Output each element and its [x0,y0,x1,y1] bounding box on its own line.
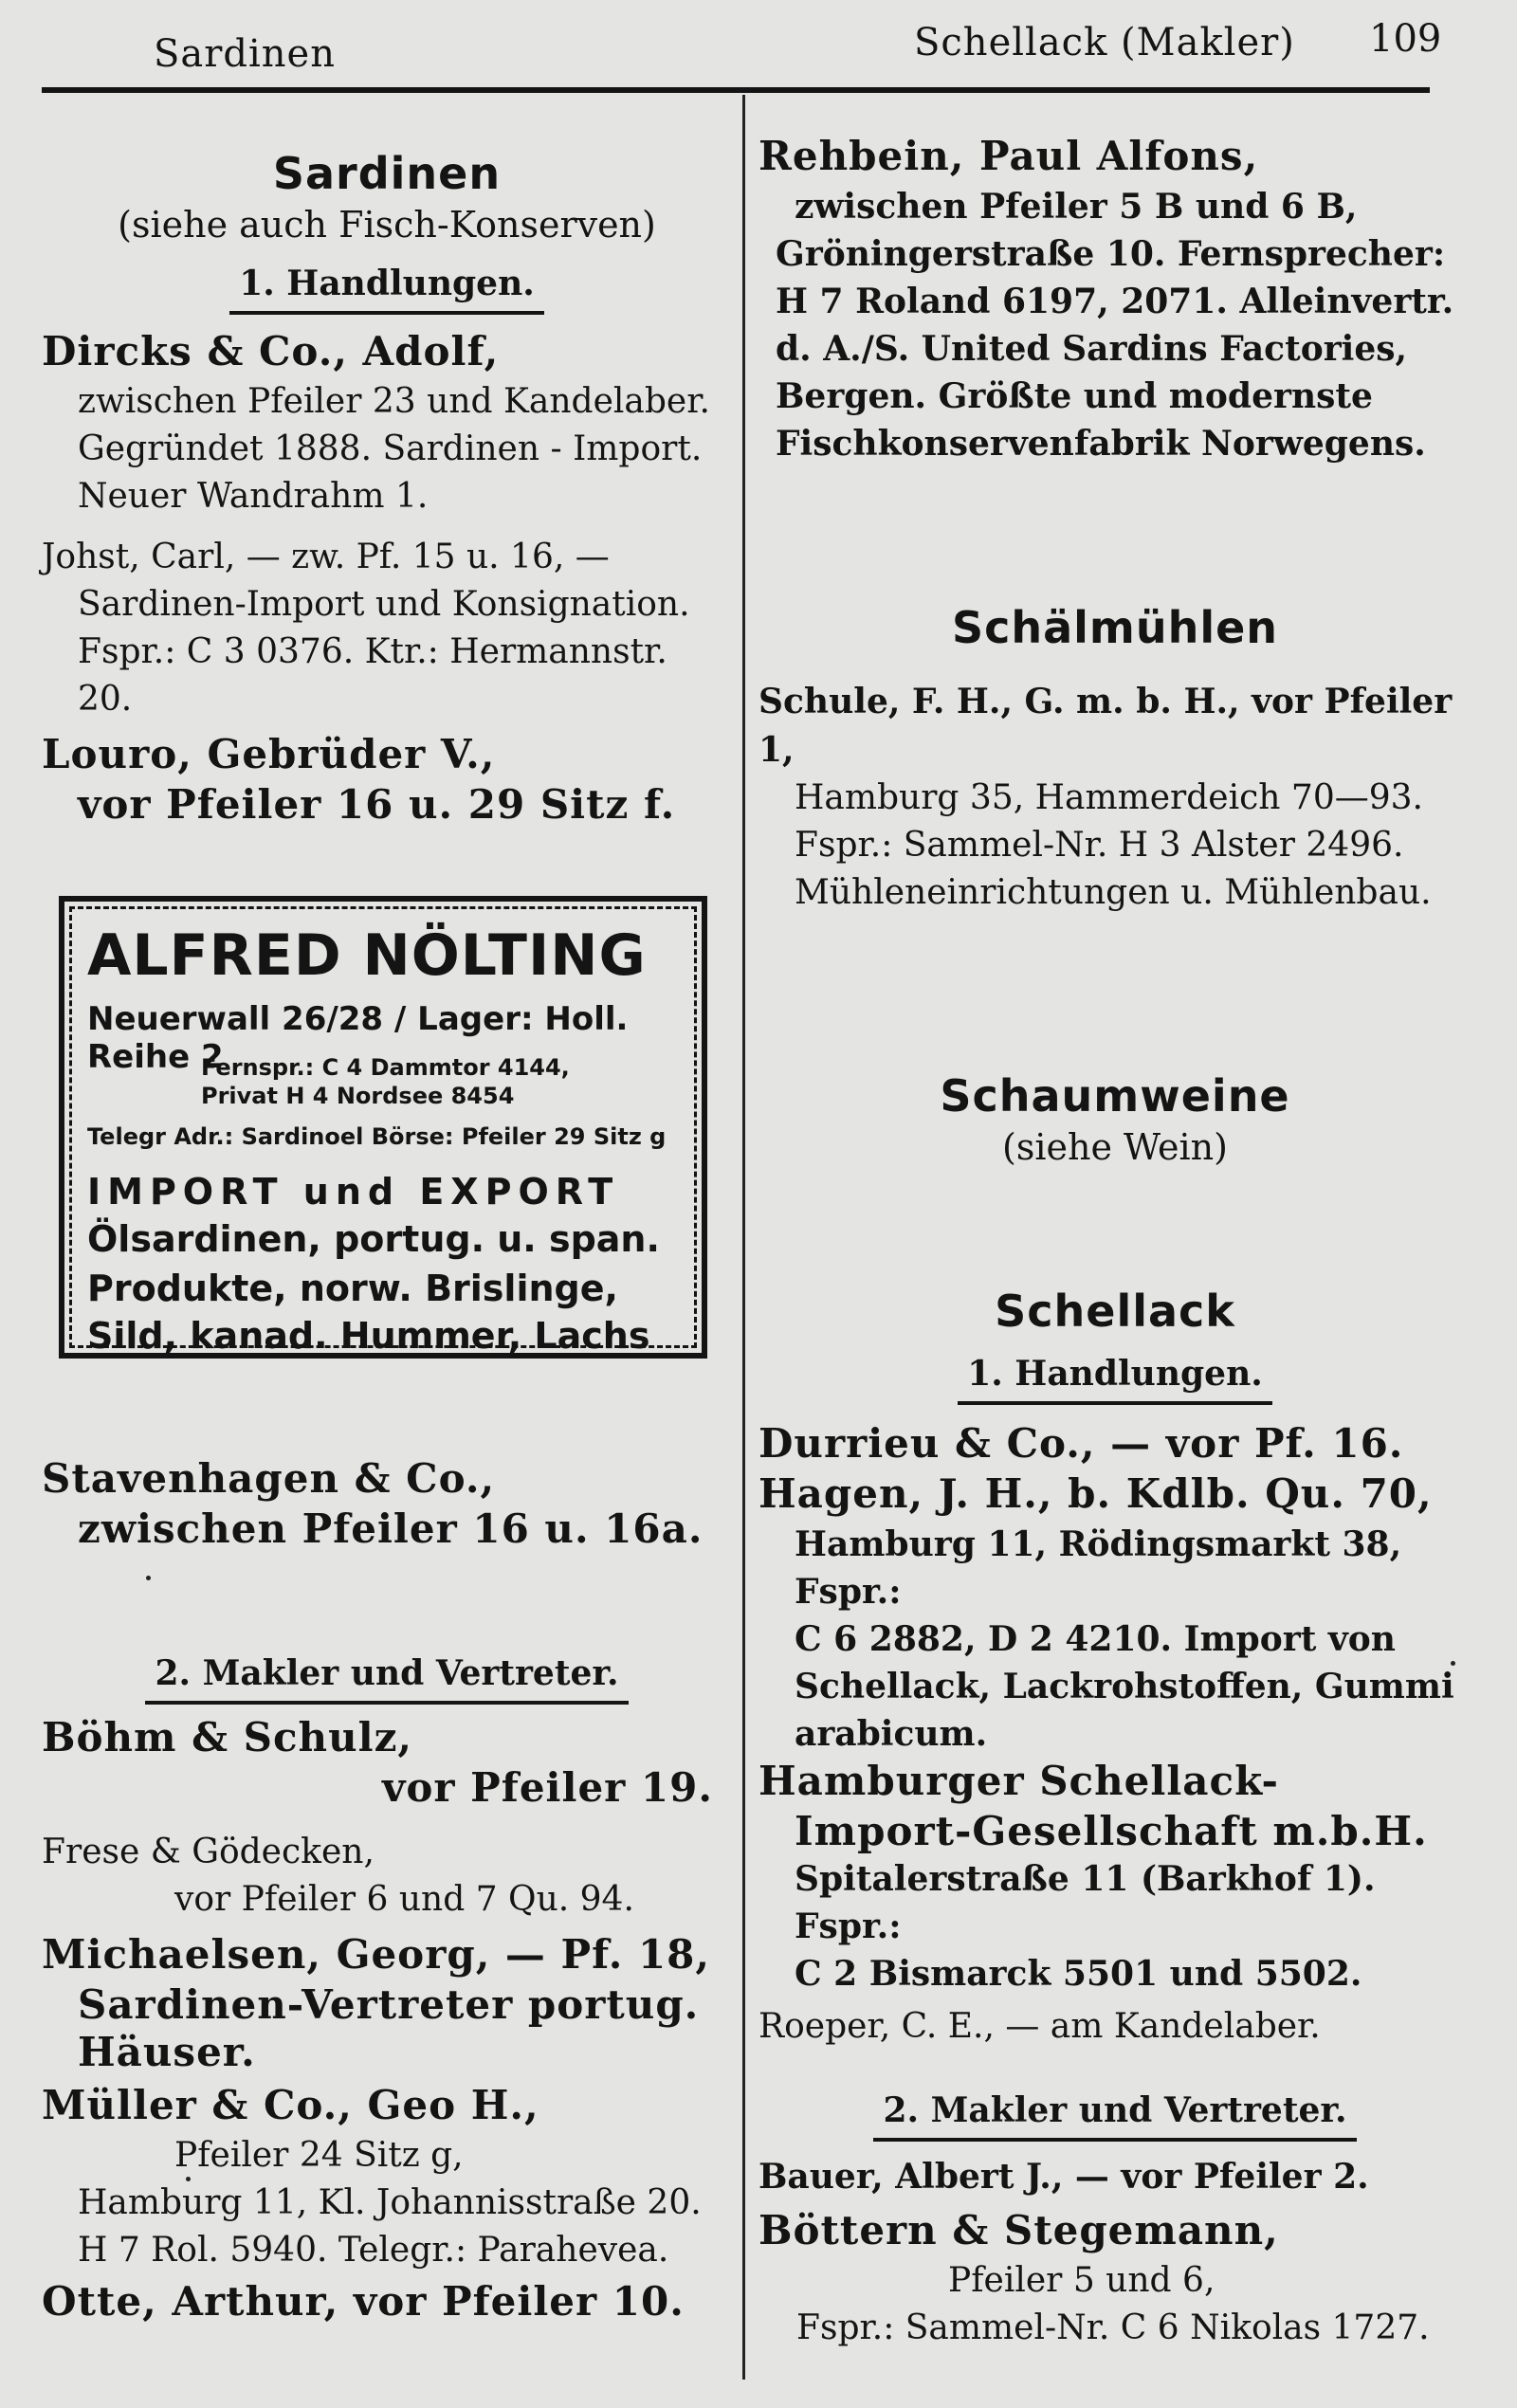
entry-name: Roeper, C. E., — am Kandelaber. [758,2007,1321,2046]
entry-name: Hamburger Schellack- [758,1758,1279,1804]
entry-line: Pfeiler 24 Sitz g, [174,2136,464,2175]
entry-stavenhagen [42,1455,732,1553]
entry-line: vor Pfeiler 19. [382,1764,713,1811]
entry-line: Spitalerstraße 11 (Barkhof 1). Fspr.: [795,1859,1376,1946]
ad-products-line: Ölsardinen, portug. u. span. [87,1218,660,1260]
entry-line: zwischen Pfeiler 16 u. 16a. [78,1505,704,1552]
entry-line: C 2 Bismarck 5501 und 5502. [795,1954,1362,1994]
entry-line: Häuser. [78,2029,256,2075]
entry-line: Hamburg 11, Rödingsmarkt 38, Fspr.: [795,1524,1402,1612]
entry-line: Hamburg 11, Kl. Johannisstraße 20. [78,2183,702,2222]
entry-line: Mühleneinrichtungen u. Mühlenbau. [795,873,1432,912]
right-column-lower [758,1284,1471,2352]
heading-schaelmuehlen: Schälmühlen [951,602,1279,653]
ad-company-name: ALFRED NÖLTING [87,922,647,989]
entry-name: Böhm & Schulz, [42,1714,413,1760]
ad-address: Neuerwall 26/28 / Lager: Holl. Reihe 2 [87,1000,629,1076]
section-makler: 2. Makler und Vertreter. [758,2089,1471,2142]
entry-name: Böttern & Stegemann, [758,2207,1279,2253]
entry-name: Schule, F. H., G. m. b. H., vor Pfeiler 1, [758,682,1453,770]
entry-frese [42,1829,732,1924]
entry-durrieu [758,1420,1471,1470]
entry-name: Otte, Arthur, vor Pfeiler 10. [42,2278,685,2325]
entry-name: Frese & Gödecken, [42,1833,375,1871]
entry-rehbein [758,133,1471,467]
entry-line: Fspr.: Sammel-Nr. H 3 Alster 2496. [795,826,1404,865]
ad-tel-line: Fernspr.: C 4 Dammtor 4144, [201,1054,570,1081]
entry-line: Gröningerstraße 10. Fernsprecher: [776,234,1446,274]
entry-line: H 7 Roland 6197, 2071. Alleinvertr. [776,282,1454,321]
entry-mueller [42,2082,732,2274]
entry-name: Stavenhagen & Co., [42,1455,496,1502]
entry-line: Neuer Wandrahm 1. [78,477,429,516]
entry-line: Import-Gesellschaft m.b.H. [795,1808,1428,1854]
running-header [42,17,1442,83]
column-divider [742,95,745,2380]
entry-name: Louro, Gebrüder V., [42,731,496,777]
entry-line: d. A./S. United Sardins Factories, [776,329,1408,369]
entry-line: zwischen Pfeiler 5 B und 6 B, [795,187,1358,227]
entry-line: Sardinen-Import und Konsignation. [78,585,690,624]
left-column-lower [42,1455,732,2328]
entry-line: H 7 Rol. 5940. Telegr.: Parahevea. [78,2231,669,2270]
entry-otte [42,2278,732,2328]
entry-johst [42,534,732,723]
entry-name: Johst, Carl, — zw. Pf. 15 u. 16, — [42,538,610,576]
entry-bauer [758,2153,1471,2201]
entry-roeper [758,2003,1471,2051]
heading-sardinen: Sardinen [272,148,502,199]
heading-schellack: Schellack [995,1286,1235,1337]
left-column [42,95,732,1357]
print-speck [146,1576,151,1580]
entry-line: Fspr.: C 3 0376. Ktr.: Hermannstr. 20. [78,632,667,719]
entry-line: Gegründet 1888. Sardinen - Import. [78,429,703,468]
entry-line: arabicum. [795,1714,988,1754]
ad-telephone [201,1053,570,1110]
entry-boettern [758,2207,1471,2352]
section-handlungen: 1. Handlungen. [42,262,732,315]
ad-import-export: IMPORT und EXPORT [87,1171,620,1213]
entry-name: Bauer, Albert J., — vor Pfeiler 2. [758,2157,1369,2197]
ad-tel-line: Privat H 4 Nordsee 8454 [201,1083,515,1109]
entry-line: Bergen. Größte und modernste [776,376,1373,416]
header-left: Sardinen [154,32,336,76]
advertisement-noelting [59,896,707,1359]
entry-name: Müller & Co., Geo H., [42,2082,539,2128]
entry-dircks [42,328,732,520]
print-speck [186,2177,191,2181]
entry-line: Schellack, Lackrohstoffen, Gummi [795,1667,1454,1706]
heading-schaumweine: Schaumweine [940,1070,1290,1122]
header-rule [42,87,1430,93]
entry-name: Durrieu & Co., — vor Pf. 16. [758,1420,1404,1467]
entry-line: Pfeiler 5 und 6, [948,2261,1215,2300]
entry-line: C 6 2882, D 2 4210. Import von [795,1619,1396,1659]
entry-boehm [42,1714,732,1812]
entry-michaelsen [42,1931,732,2076]
ad-products-line: Sild, kanad. Hummer, Lachs [87,1315,650,1357]
right-column [758,133,1471,1323]
subnote-wein: (siehe Wein) [1002,1126,1228,1168]
entry-name: Dircks & Co., Adolf, [42,328,500,374]
entry-line: vor Pfeiler 6 und 7 Qu. 94. [174,1880,634,1919]
entry-name: Rehbein, Paul Alfons, [758,133,1259,179]
entry-line: zwischen Pfeiler 23 und Kandelaber. [78,382,710,421]
print-speck [1451,1661,1455,1666]
section-makler: 2. Makler und Vertreter. [42,1651,732,1705]
entry-line: Fspr.: Sammel-Nr. C 6 Nikolas 1727. [796,2308,1430,2347]
entry-louro [42,731,732,829]
entry-line: vor Pfeiler 16 u. 29 Sitz f. [78,781,676,828]
ad-products-line: Produkte, norw. Brislinge, [87,1268,618,1309]
entry-schule [758,678,1471,917]
entry-line: Sardinen-Vertreter portug. [78,1981,700,2028]
entry-line: Hamburg 35, Hammerdeich 70—93. [795,778,1423,817]
header-middle: Schellack (Makler) [914,21,1295,64]
entry-name: Michaelsen, Georg, — Pf. 18, [42,1931,711,1978]
subnote-fisch: (siehe auch Fisch-Konserven) [118,204,656,246]
ad-telegram: Telegr Adr.: Sardinoel Börse: Pfeiler 29 Sitz g [87,1123,667,1150]
page-number: 109 [1369,17,1442,61]
entry-line: Fischkonservenfabrik Norwegens. [776,424,1426,464]
section-handlungen: 1. Handlungen. [758,1352,1471,1405]
entry-hagen [758,1470,1471,1758]
entry-name: Hagen, J. H., b. Kdlb. Qu. 70, [758,1470,1433,1517]
entry-hamburger-schellack [758,1758,1471,1998]
